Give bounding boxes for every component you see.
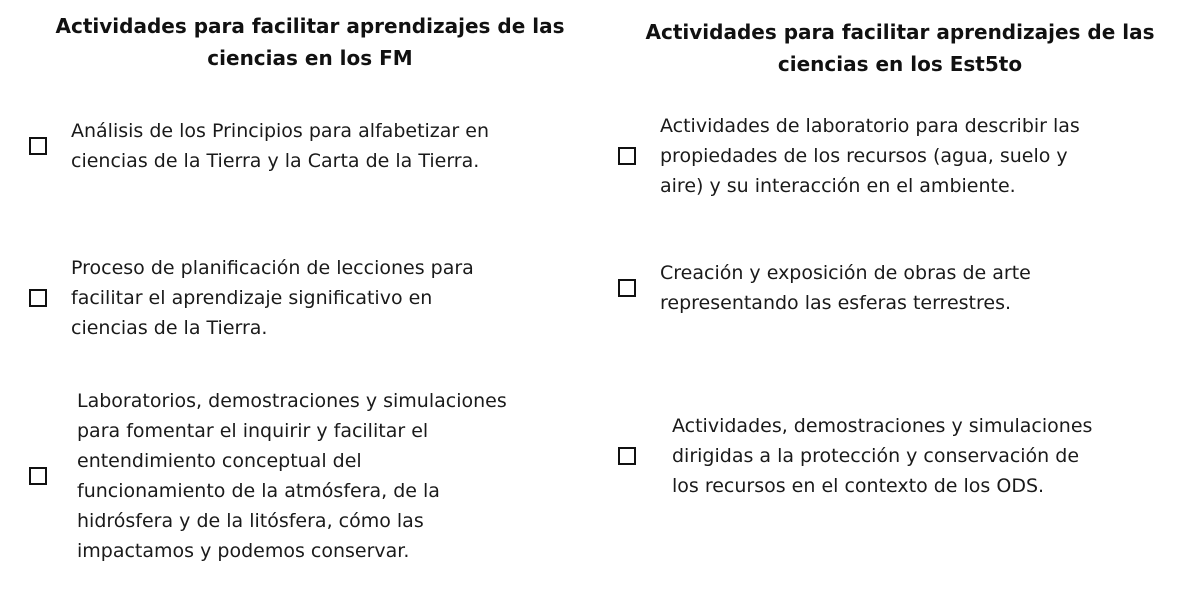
activity-item-est5to-2 [618,258,1031,318]
column-heading-fm: Actividades para facilitar aprendizajes de las ciencias en los FM [55,14,565,70]
activity-item-est5to-1 [618,111,1080,201]
activity-text: Creación y exposición de obras de arte representando las esferas terrestres. [660,262,1031,314]
activity-item-est5to-3 [618,411,1092,501]
activity-checkbox[interactable] [618,147,636,165]
column-heading-est5to: Actividades para facilitar aprendizajes de las ciencias en los Est5to [645,20,1155,76]
activity-checkbox[interactable] [618,279,636,297]
activity-checkbox[interactable] [29,467,47,485]
activity-text: Actividades de laboratorio para describir las propiedades de los recursos (agua, suelo y aire) y su interacción en el ambiente. [660,115,1080,197]
activity-item-fm-3 [29,386,507,566]
activity-item-fm-2 [29,253,474,343]
activity-checkbox[interactable] [29,289,47,307]
activity-text: Proceso de planificación de lecciones para facilitar el aprendizaje significativo en ciencias de la Tierra. [71,257,474,339]
activity-checkbox[interactable] [618,447,636,465]
activity-item-fm-1 [29,116,489,176]
activity-text: Actividades, demostraciones y simulaciones dirigidas a la protección y conservación de los recursos en el contexto de los ODS. [672,415,1093,497]
activity-checkbox[interactable] [29,137,47,155]
activity-text: Análisis de los Principios para alfabetizar en ciencias de la Tierra y la Carta de la Tierra. [71,120,489,172]
activity-text: Laboratorios, demostraciones y simulaciones para fomentar el inquirir y facilitar el entendimiento conceptual del funcionamiento de la atmósfera, de la hidrósfera y de la litósfera, cómo las impactamos y podemos conservar. [77,390,507,562]
